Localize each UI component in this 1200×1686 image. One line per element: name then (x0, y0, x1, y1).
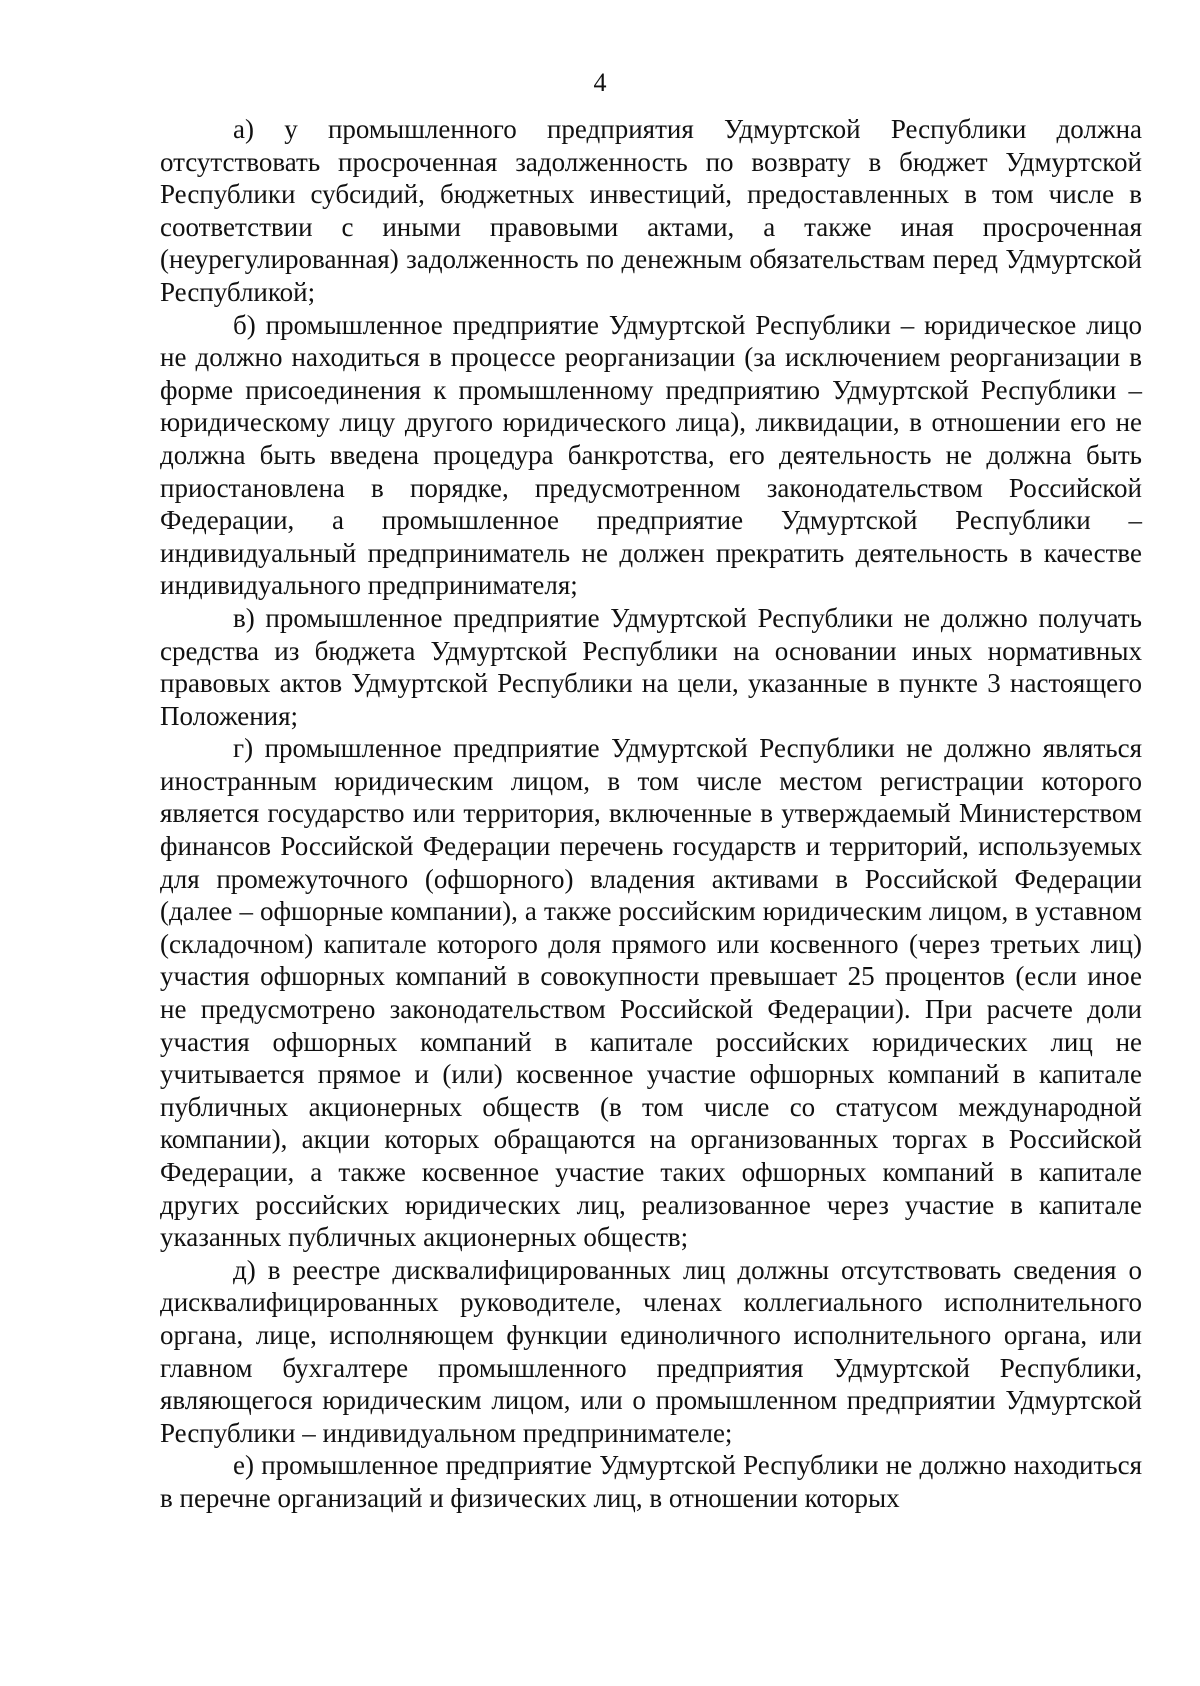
paragraph-v: в) промышленное предприятие Удмуртской Республики не должно получать средства из бюджета Удмуртской Республики на основании иных нормативных правовых актов Удмуртской Республики на цели, указанные в пункте 3 настоящего Положения; (160, 602, 1142, 731)
page-number: 4 (593, 68, 607, 97)
paragraph-d: д) в реестре дисквалифицированных лиц должны отсутствовать сведения о дисквалифицированных руководителе, членах коллегиального исполнительного органа, лице, исполняющем функции единоличного исполнительного органа, или главном бухгалтере промышленного предприятия Удмуртской Республики, являющегося юридическим лицом, или о промышленном предприятии Удмуртской Республики – индивидуальном предпринимателе; (160, 1254, 1142, 1448)
paragraph-b: б) промышленное предприятие Удмуртской Республики – юридическое лицо не должно находиться в процессе реорганизации (за исключением реорганизации в форме присоединения к промышленному предприятию Удмуртской Республики – юридическому лицу другого юридического лица), ликвидации, в отношении его не должна быть введена процедура банкротства, его деятельность не должна быть приостановлена в порядке, предусмотренном законодательством Российской Федерации, а промышленное предприятие Удмуртской Республики – индивидуальный предприниматель не должен прекратить деятельность в качестве индивидуального предпринимателя; (160, 309, 1142, 601)
document-body (160, 113, 1142, 1515)
paragraph-g: г) промышленное предприятие Удмуртской Республики не должно являться иностранным юридическим лицом, в том числе местом регистрации которого является государство или территория, включенные в утверждаемый Министерством финансов Российской Федерации перечень государств и территорий, используемых для промежуточного (офшорного) владения активами в Российской Федерации (далее – офшорные компании), а также российским юридическим лицом, в уставном (складочном) капитале которого доля прямого или косвенного (через третьих лиц) участия офшорных компаний в совокупности превышает 25 процентов (если иное не предусмотрено законодательством Российской Федерации). При расчете доли участия офшорных компаний в капитале российских юридических лиц не учитывается прямое и (или) косвенное участие офшорных компаний в капитале публичных акционерных обществ (в том числе со статусом международной компании), акции которых обращаются на организованных торгах в Российской Федерации, а также косвенное участие таких офшорных компаний в капитале других российских юридических лиц, реализованное через участие в капитале указанных публичных акционерных обществ; (160, 733, 1142, 1253)
paragraph-e: е) промышленное предприятие Удмуртской Республики не должно находиться в перечне организаций и физических лиц, в отношении которых (160, 1450, 1142, 1513)
paragraph-a: а) у промышленного предприятия Удмуртской Республики должна отсутствовать просроченная задолженность по возврату в бюджет Удмуртской Республики субсидий, бюджетных инвестиций, предоставленных в том числе в соответствии с иными правовыми актами, а также иная просроченная (неурегулированная) задолженность по денежным обязательствам перед Удмуртской Республикой; (160, 114, 1142, 307)
